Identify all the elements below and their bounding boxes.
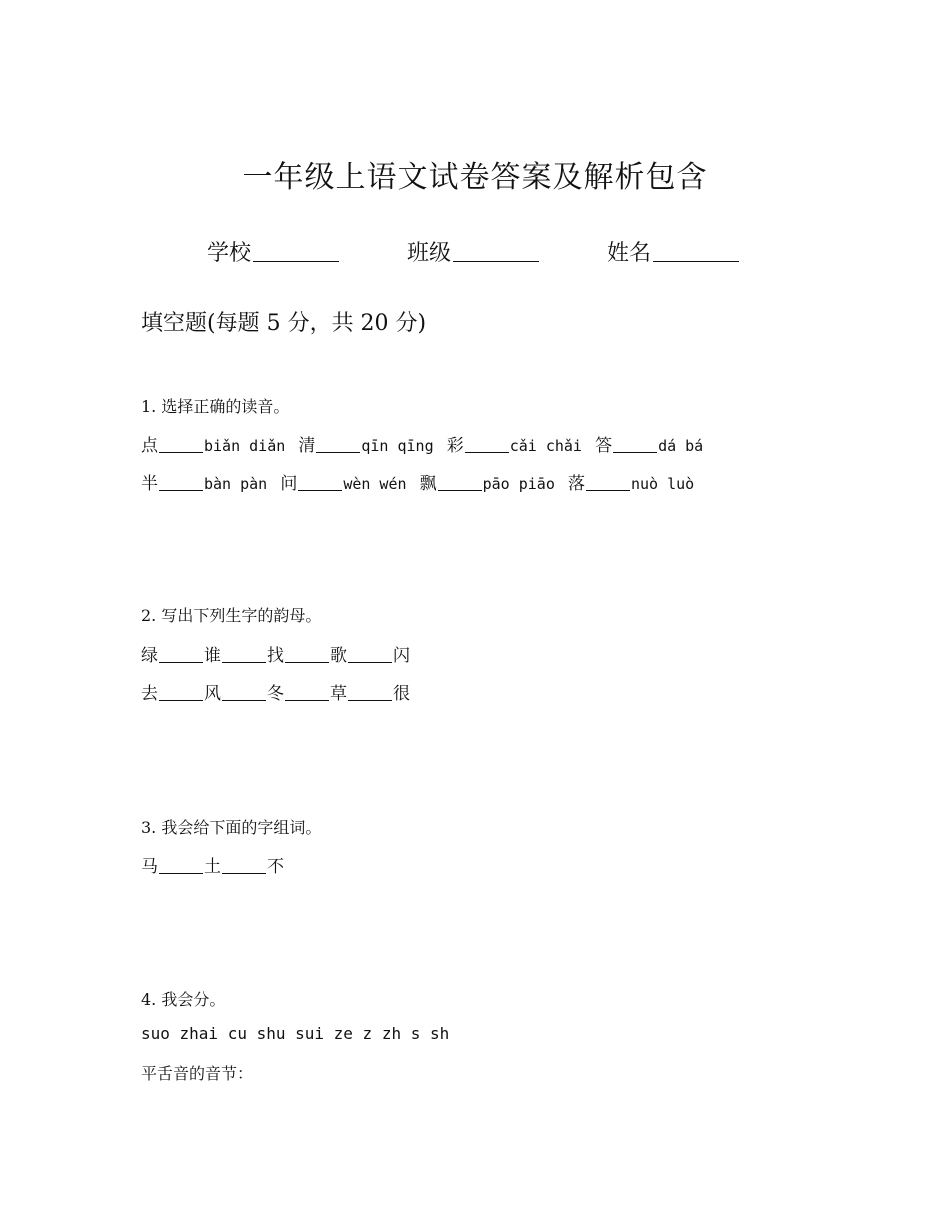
- answer-blank: [348, 686, 392, 701]
- q1-char: 点: [141, 436, 158, 456]
- q1-pinyin: dá bá: [658, 437, 704, 455]
- q1-pinyin: pāo piāo: [482, 475, 555, 493]
- q1-char: 答: [595, 436, 613, 456]
- answer-blank: [438, 476, 482, 491]
- q3-char: 不: [267, 857, 284, 877]
- q4-prompt: 4. 我会分。: [141, 990, 226, 1009]
- answer-blank: [159, 859, 203, 874]
- answer-blank: [222, 648, 266, 663]
- q3-char: 马: [141, 857, 158, 877]
- q1-char: 清: [298, 436, 316, 456]
- q2-char: 歌: [330, 646, 347, 666]
- answer-blank: [222, 859, 266, 874]
- q3-char: 土: [204, 857, 221, 877]
- q1-pinyin: wèn wén: [343, 475, 407, 493]
- answer-blank: [613, 438, 657, 453]
- page-title: 一年级上语文试卷答案及解析包含: [242, 160, 708, 195]
- q1-char: 问: [280, 474, 298, 494]
- q1-pinyin: bàn pàn: [204, 475, 268, 493]
- name-blank: [653, 260, 739, 262]
- answer-blank: [159, 686, 203, 701]
- class-field: [407, 236, 539, 267]
- q2-char: 绿: [141, 646, 158, 666]
- section-heading: 填空题(每题 5 分，共 20 分): [141, 311, 427, 336]
- answer-blank: [159, 648, 203, 663]
- q2-char: 很: [393, 684, 410, 704]
- answer-blank: [298, 476, 342, 491]
- q2-char: 草: [330, 684, 347, 704]
- name-label: 姓名: [607, 241, 652, 266]
- answer-blank: [586, 476, 630, 491]
- q2-char: 去: [141, 684, 158, 704]
- answer-blank: [159, 438, 203, 453]
- q2-row-2: [141, 679, 410, 704]
- q1-row-1: [141, 431, 711, 456]
- q3-row-1: [141, 852, 284, 877]
- school-label: 学校: [207, 241, 252, 266]
- q1-pinyin: qīn qīng: [361, 437, 434, 455]
- q1-char: 半: [141, 474, 158, 494]
- school-field: [207, 236, 339, 267]
- q3-prompt: 3. 我会给下面的字组词。: [141, 818, 322, 837]
- q4-label: 平舌音的音节：: [141, 1064, 254, 1083]
- q1-pinyin: nuò luò: [630, 475, 695, 493]
- q2-char: 冬: [267, 684, 284, 704]
- q1-prompt: 1. 选择正确的读音。: [141, 397, 290, 416]
- class-label: 班级: [407, 241, 452, 266]
- answer-blank: [222, 686, 266, 701]
- q1-char: 彩: [446, 436, 464, 456]
- q2-char: 找: [267, 646, 284, 666]
- answer-blank: [285, 648, 329, 663]
- q2-char: 谁: [204, 646, 221, 666]
- q1-pinyin: biǎn diǎn: [204, 437, 286, 455]
- q2-char: 闪: [393, 646, 410, 666]
- q2-char: 风: [204, 684, 221, 704]
- answer-blank: [159, 476, 203, 491]
- answer-blank: [348, 648, 392, 663]
- q1-pinyin: cǎi chǎi: [509, 437, 582, 455]
- name-field: [607, 236, 739, 267]
- q1-char: 落: [567, 474, 585, 494]
- school-blank: [253, 260, 339, 262]
- q2-row-1: [141, 641, 410, 666]
- q1-row-2: [141, 469, 702, 494]
- answer-blank: [465, 438, 509, 453]
- q4-syllables: suo zhai cu shu sui ze z zh s sh: [141, 1024, 450, 1043]
- q2-prompt: 2. 写出下列生字的韵母。: [141, 606, 322, 625]
- q1-char: 飘: [419, 474, 437, 494]
- answer-blank: [285, 686, 329, 701]
- class-blank: [453, 260, 539, 262]
- answer-blank: [316, 438, 360, 453]
